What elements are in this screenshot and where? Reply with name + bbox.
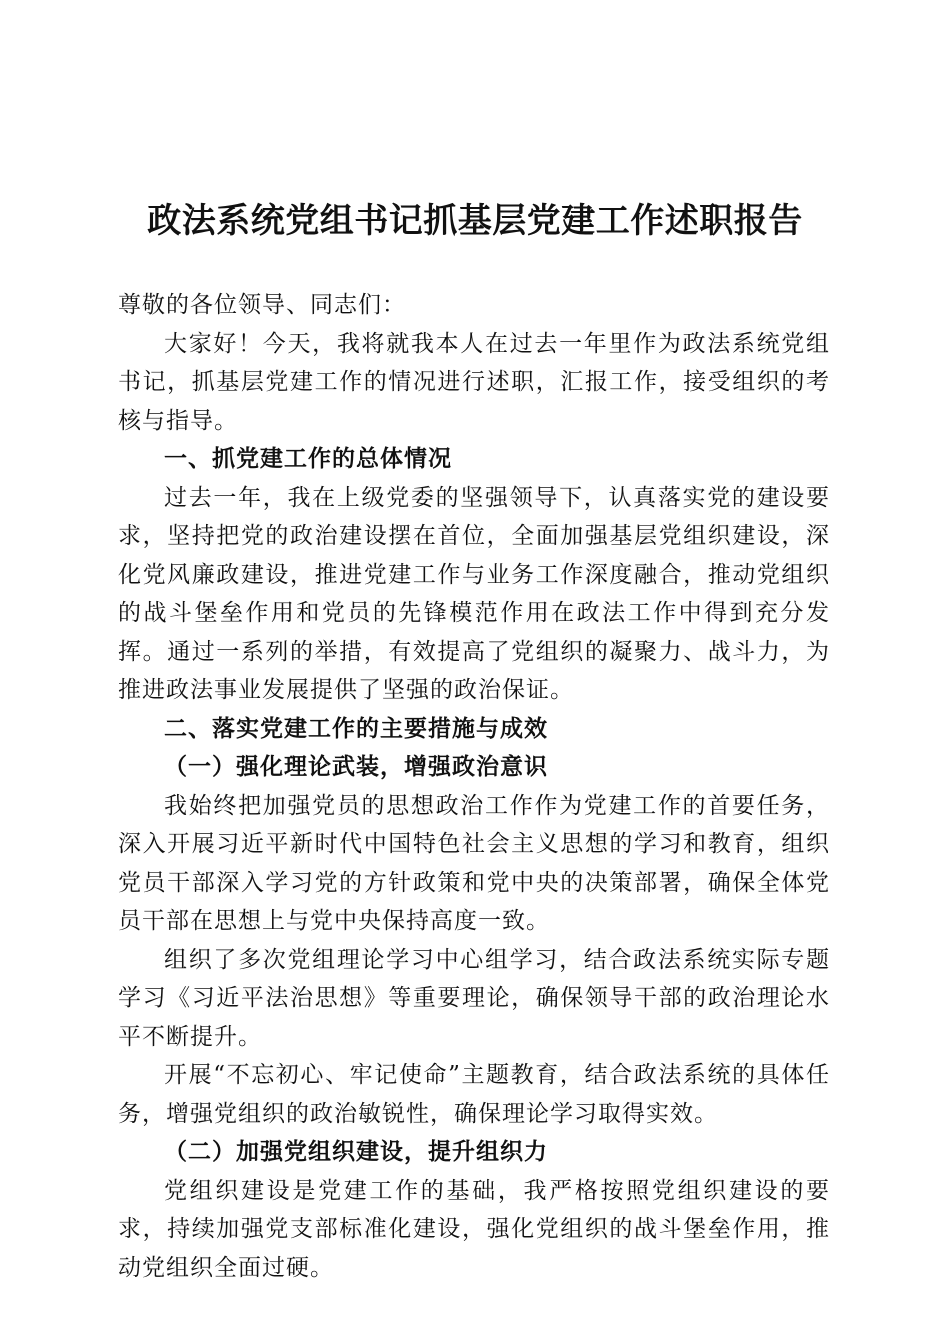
section-2-heading: 二、落实党建工作的主要措施与成效 — [164, 715, 548, 742]
subsection-1-paragraph-1: 我始终把加强党员的思想政治工作作为党建工作的首要任务，深入开展习近平新时代中国特色社会主义思想的学习和教育，组织党员干部深入学习党的方针政策和党中央的决策部署，确保全体党员干部在思想上与党中央保持高度一致。 — [118, 792, 830, 934]
document-title: 政法系统党组书记抓基层党建工作述职报告 — [147, 201, 803, 241]
subsection-2-paragraph-1: 党组织建设是党建工作的基础，我严格按照党组织建设的要求，持续加强党支部标准化建设，强化党组织的战斗堡垒作用，推动党组织全面过硬。 — [118, 1177, 830, 1281]
document-body — [118, 286, 830, 1287]
subsection-1-paragraph-3: 开展“不忘初心、牢记使命”主题教育，结合政法系统的具体任务，增强党组织的政治敏锐性，确保理论学习取得实效。 — [118, 1062, 830, 1127]
section-1-paragraph: 过去一年，我在上级党委的坚强领导下，认真落实党的建设要求，坚持把党的政治建设摆在首位，全面加强基层党组织建设，深化党风廉政建设，推进党建工作与业务工作深度融合，推动党组织的战斗堡垒作用和党员的先锋模范作用在政法工作中得到充分发挥。通过一系列的举措，有效提高了党组织的凝聚力、战斗力，为推进政法事业发展提供了坚强的政治保证。 — [118, 484, 830, 703]
intro-paragraph: 大家好！今天，我将就我本人在过去一年里作为政法系统党组书记，抓基层党建工作的情况进行述职，汇报工作，接受组织的考核与指导。 — [118, 330, 830, 434]
section-1-heading: 一、抓党建工作的总体情况 — [164, 446, 452, 472]
salutation: 尊敬的各位领导、同志们： — [118, 292, 406, 318]
subsection-1-paragraph-2: 组织了多次党组理论学习中心组学习，结合政法系统实际专题学习《习近平法治思想》等重要理论，确保领导干部的政治理论水平不断提升。 — [118, 946, 830, 1050]
subsection-2-heading: （二）加强党组织建设，提升组织力 — [164, 1138, 548, 1165]
subsection-1-heading: （一）强化理论武装，增强政治意识 — [164, 753, 548, 780]
